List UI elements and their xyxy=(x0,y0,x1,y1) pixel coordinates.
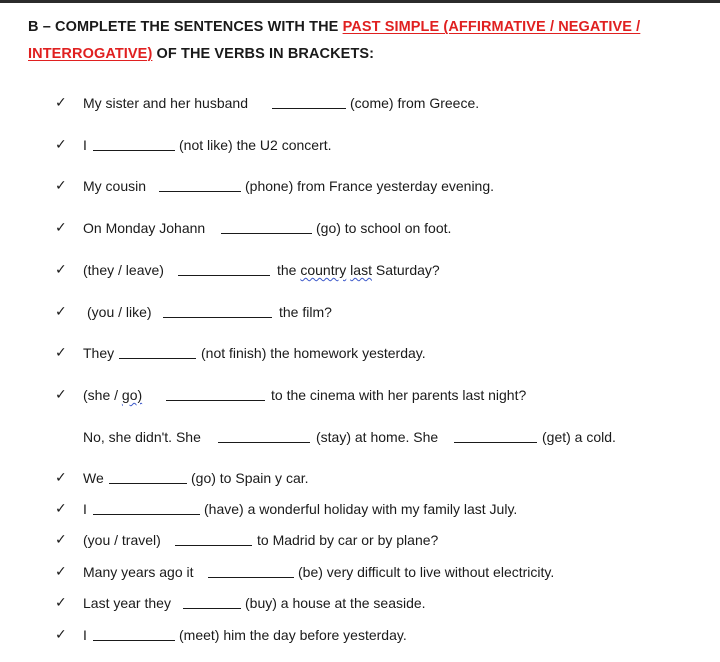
answer-blank[interactable] xyxy=(109,483,187,484)
checkmark-icon: ✓ xyxy=(55,178,67,194)
answer-blank[interactable] xyxy=(221,233,312,234)
answer-blank[interactable] xyxy=(163,317,272,318)
spellcheck-word: last xyxy=(350,262,372,278)
checkmark-icon: ✓ xyxy=(55,304,67,320)
sentence-text: I xyxy=(83,627,87,643)
sentence-text-part: (she / xyxy=(83,387,122,403)
answer-blank[interactable] xyxy=(272,108,346,109)
sentence-text: (come) from Greece. xyxy=(350,95,480,111)
checkmark-icon: ✓ xyxy=(55,532,67,548)
sentence-text: to Madrid by car or by plane? xyxy=(257,532,439,548)
sentence-text-part: Saturday? xyxy=(371,262,440,278)
sentence-text: They xyxy=(83,345,115,361)
sentence-text: the film? xyxy=(279,304,332,320)
checkmark-icon: ✓ xyxy=(55,595,67,611)
sentence-text: (get) a cold. xyxy=(542,429,616,445)
checkmark-icon: ✓ xyxy=(55,470,67,486)
top-border-line xyxy=(0,0,720,3)
answer-blank[interactable] xyxy=(93,514,200,515)
answer-blank[interactable] xyxy=(166,400,265,401)
answer-blank[interactable] xyxy=(454,442,537,443)
answer-blank[interactable] xyxy=(208,577,294,578)
checkmark-icon: ✓ xyxy=(55,137,67,153)
checkmark-icon: ✓ xyxy=(55,95,67,111)
answer-blank[interactable] xyxy=(183,608,241,609)
checkmark-icon: ✓ xyxy=(55,501,67,517)
sentence-text: My cousin xyxy=(83,178,147,194)
sentence-text: (you / like) xyxy=(87,304,152,320)
heading-suffix: OF THE VERBS IN BRACKETS: xyxy=(152,46,375,62)
heading-prefix: B – COMPLETE THE SENTENCES WITH THE xyxy=(28,19,343,35)
sentence-text: (meet) him the day before yesterday. xyxy=(179,627,407,643)
answer-blank[interactable] xyxy=(119,358,196,359)
sentence-text: I xyxy=(83,501,87,517)
exercise-heading xyxy=(28,14,708,68)
heading-highlight-line1: PAST SIMPLE (AFFIRMATIVE / NEGATIVE / xyxy=(342,19,641,35)
sentence-text: (go) to Spain y car. xyxy=(191,470,309,486)
answer-blank[interactable] xyxy=(159,191,241,192)
sentence-text-part: the xyxy=(277,262,301,278)
checkmark-icon: ✓ xyxy=(55,627,67,643)
checkmark-icon: ✓ xyxy=(55,345,67,361)
sentence-text: (not finish) the homework yesterday. xyxy=(201,345,426,361)
checkmark-icon: ✓ xyxy=(55,220,67,236)
sentence-text: We xyxy=(83,470,104,486)
spellcheck-word: country xyxy=(300,262,347,278)
sentence-text xyxy=(83,384,142,406)
heading-highlight-line2: INTERROGATIVE) xyxy=(28,46,153,62)
sentence-text: (buy) a house at the seaside. xyxy=(245,595,426,611)
sentence-text: My sister and her husband xyxy=(83,95,248,111)
checkmark-icon: ✓ xyxy=(55,387,67,403)
answer-blank[interactable] xyxy=(218,442,310,443)
spellcheck-word: go) xyxy=(121,387,143,403)
sentence-text: No, she didn't. She xyxy=(83,429,201,445)
sentence-text: Many years ago it xyxy=(83,564,194,580)
sentence-text: Last year they xyxy=(83,595,171,611)
answer-blank[interactable] xyxy=(93,640,175,641)
sentence-text: (you / travel) xyxy=(83,532,161,548)
sentence-text: (not like) the U2 concert. xyxy=(179,137,332,153)
sentence-text: On Monday Johann xyxy=(83,220,206,236)
sentence-text: (have) a wonderful holiday with my family last July. xyxy=(204,501,518,517)
checkmark-icon: ✓ xyxy=(55,564,67,580)
answer-blank[interactable] xyxy=(93,150,175,151)
sentence-text: to the cinema with her parents last night? xyxy=(271,387,527,403)
sentence-text: (go) to school on foot. xyxy=(316,220,452,236)
sentence-text: (be) very difficult to live without electricity. xyxy=(298,564,555,580)
checkmark-icon: ✓ xyxy=(55,262,67,278)
answer-blank[interactable] xyxy=(178,275,270,276)
sentence-text: (they / leave) xyxy=(83,262,164,278)
sentence-text xyxy=(277,259,440,281)
answer-blank[interactable] xyxy=(175,545,252,546)
sentence-text: (phone) from France yesterday evening. xyxy=(245,178,495,194)
sentence-text: I xyxy=(83,137,87,153)
sentence-text: (stay) at home. She xyxy=(316,429,439,445)
